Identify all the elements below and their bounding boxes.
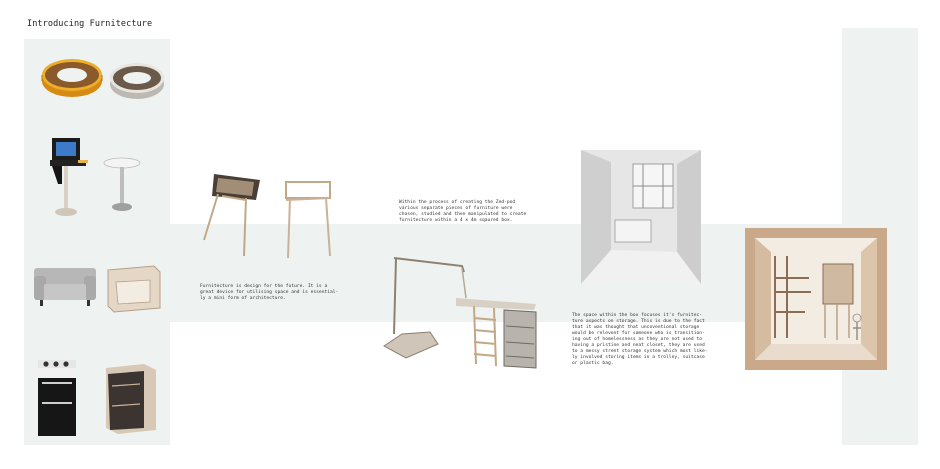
cooker-model-icon	[104, 362, 158, 436]
process-text: Within the process of creating the Zed-pod various separate pieces of furniture were chosen, studied and then manipulated to create furnitecture within a 4 x 4m sqaured box.	[399, 200, 527, 223]
kiosk-icon	[48, 136, 90, 218]
table-frame-model-icon	[282, 178, 336, 260]
box-section-model-icon	[745, 228, 887, 370]
ring-bench-grey-icon	[108, 58, 166, 102]
armchair-model-icon	[104, 264, 162, 314]
sign-frame-model-icon	[200, 170, 264, 260]
cooker-black-icon	[36, 358, 78, 438]
ring-bench-orange-icon	[40, 56, 104, 100]
storage-text: The space within the box focuses it's furnitec- ture aspects on storage. This is due to the fact that it was thought that uncoventional storage would be relevent for someone who is transition- ing out of homelessness as they are not used to having a pristine and neat closet, they are used to a messy street storage system which most like- ly involved storing items in a trolley, suitcase or plastic bag.	[572, 313, 708, 366]
box-interior-photo-icon	[581, 150, 701, 284]
intro-text: Furnitecture is design for the future. It is a great device for utilising space and is essential- ly a mini form of architecture.	[200, 284, 339, 301]
page-title: Introducing Furnitecture	[27, 19, 153, 29]
hanging-furniture-model-icon	[382, 254, 542, 370]
armchair-grey-icon	[32, 266, 98, 308]
round-table-icon	[102, 156, 142, 214]
